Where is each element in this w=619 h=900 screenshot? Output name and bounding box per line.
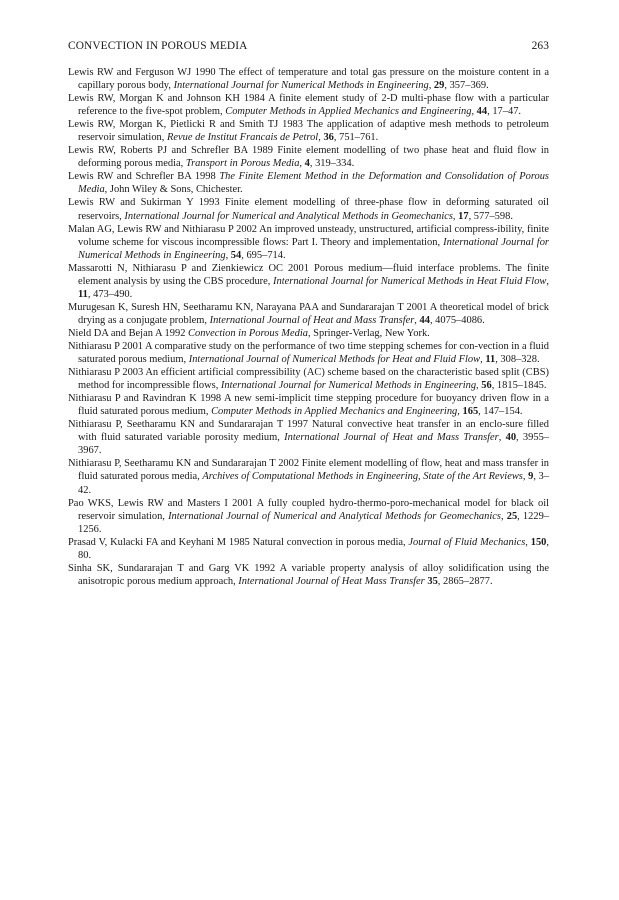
- reference-separator: ,: [546, 275, 549, 287]
- reference-entry: [68, 392, 549, 418]
- reference-pages: , 319–334.: [309, 158, 355, 170]
- reference-authors-title: Murugesan K, Suresh HN, Seetharamu KN, Narayana PAA and Sundararajan T 2001 A theoretical model of brick drying as a conjugate problem,: [68, 301, 549, 326]
- reference-separator: ,: [452, 210, 459, 222]
- reference-separator: ,: [500, 510, 507, 522]
- reference-authors-title: Nithiarasu P, Seetharamu KN and Sundararajan T 1997 Natural convective heat transfer in an enclo-sure filled with fluid saturated variable porosity medium,: [68, 419, 549, 444]
- reference-journal: Journal of Fluid Mechanics: [408, 536, 526, 548]
- reference-authors-title: Nithiarasu P 2003 An efficient artificial compressibility (AC) scheme based on the characteristic based split (CBS) method for incompressible flows,: [68, 367, 549, 392]
- reference-volume: 150: [530, 536, 547, 548]
- reference-entry: [68, 144, 549, 170]
- reference-separator: ,: [476, 380, 482, 392]
- reference-separator: ,: [318, 132, 324, 144]
- reference-pages: , 3–42.: [78, 471, 549, 496]
- reference-authors-title: Malan AG, Lewis RW and Nithiarasu P 2002 An improved unsteady, unstructured, artificial compress-ibility, finite volume scheme for viscous incompressible flows: Part I. Theory and implementation,: [68, 223, 549, 248]
- reference-pages: , 308–328.: [495, 354, 540, 366]
- reference-volume: 40: [505, 432, 517, 444]
- reference-entry: [68, 327, 549, 340]
- reference-pages: , 2865–2877.: [437, 575, 493, 587]
- reference-journal: Computer Methods in Applied Mechanics and Engineering: [211, 406, 458, 418]
- reference-entry: [68, 340, 549, 366]
- reference-journal: International Journal of Numerical Methods for Heat and Fluid Flow: [188, 354, 481, 366]
- reference-journal: International Journal of Heat Mass Transfer: [238, 575, 425, 587]
- reference-authors-title: Lewis RW, Roberts PJ and Schrefler BA 1989 Finite element modelling of two phase heat and fluid flow in deforming porous media,: [68, 145, 549, 170]
- reference-entry: [68, 118, 549, 144]
- reference-pages: , 577–598.: [468, 210, 513, 222]
- reference-pages: , 695–714.: [241, 249, 286, 261]
- reference-entry: [68, 418, 549, 457]
- reference-separator: ,: [498, 432, 506, 444]
- reference-authors-title: Massarotti N, Nithiarasu P and Zienkiewicz OC 2001 Porous medium—fluid interface problems. The finite element analysis by using the CBS procedure,: [68, 262, 549, 287]
- reference-authors-title: Lewis RW and Schrefler BA 1998: [68, 171, 220, 183]
- reference-volume: 44: [419, 314, 430, 326]
- page-number: 263: [531, 40, 549, 52]
- reference-authors-title: Lewis RW, Morgan K and Johnson KH 1984 A finite element study of 2-D multi-phase flow with a particular reference to the five-spot problem,: [68, 93, 549, 118]
- reference-pages: , 3955–3967.: [78, 432, 550, 457]
- reference-authors-title: Lewis RW and Ferguson WJ 1990 The effect of temperature and total gas pressure on the moisture content in a capillary porous body,: [68, 67, 549, 92]
- reference-authors-title: Nield DA and Bejan A 1992: [68, 327, 189, 339]
- reference-volume: 9: [528, 471, 534, 483]
- reference-entry: [68, 170, 549, 196]
- reference-volume: 4: [304, 158, 310, 170]
- reference-pages: , John Wiley & Sons, Chichester.: [104, 184, 243, 196]
- reference-pages: , 1229–1256.: [78, 510, 550, 535]
- reference-journal: International Journal of Heat and Mass Transfer: [209, 314, 415, 326]
- reference-journal: International Journal for Numerical Methods in Engineering: [173, 80, 429, 92]
- reference-list: [68, 66, 549, 588]
- reference-volume: 35: [427, 575, 438, 587]
- reference-separator: ,: [471, 106, 477, 118]
- reference-volume: 11: [485, 354, 496, 366]
- reference-journal: International Journal for Numerical Methods in Engineering: [78, 236, 549, 261]
- reference-volume: 25: [506, 510, 518, 522]
- reference-entry: [68, 457, 549, 496]
- reference-volume: 11: [78, 288, 88, 300]
- reference-separator: ,: [457, 406, 463, 418]
- reference-separator: ,: [414, 314, 420, 326]
- reference-authors-title: Lewis RW, Morgan K, Pietlicki R and Smith TJ 1983 The application of adaptive mesh methods to petroleum reservoir simulation,: [68, 119, 549, 144]
- running-title: CONVECTION IN POROUS MEDIA: [68, 40, 248, 52]
- reference-journal: Transport in Porous Media: [185, 158, 300, 170]
- reference-separator: ,: [480, 354, 486, 366]
- running-header: [68, 40, 549, 56]
- reference-pages: , 80.: [78, 536, 549, 561]
- reference-authors-title: Nithiarasu P, Seetharamu KN and Sundararajan T 2002 Finite element modelling of flow, heat and mass transfer in fluid saturated porous media,: [68, 458, 549, 483]
- reference-entry: [68, 223, 549, 262]
- reference-entry: [68, 262, 549, 301]
- reference-volume: 36: [323, 132, 334, 144]
- reference-separator: ,: [225, 249, 231, 261]
- reference-pages: , 17–47.: [487, 106, 522, 118]
- reference-volume: 17: [458, 210, 469, 222]
- reference-pages: , 473–490.: [87, 288, 133, 300]
- reference-journal: Revue de Institut Francais de Petrol: [167, 132, 319, 144]
- reference-entry: [68, 301, 549, 327]
- reference-authors-title: Nithiarasu P and Ravindran K 1998 A new semi-implicit time stepping procedure for buoyancy driven flow in a fluid saturated porous medium,: [68, 393, 549, 418]
- reference-separator: ,: [522, 471, 529, 483]
- reference-journal: International Journal for Numerical Methods in Engineering: [220, 380, 477, 392]
- reference-entry: [68, 497, 549, 536]
- reference-authors-title: Lewis RW and Sukirman Y 1993 Finite element modelling of three-phase flow in deforming saturated oil reservoirs,: [68, 197, 549, 222]
- reference-entry: [68, 562, 549, 588]
- reference-volume: 44: [476, 106, 488, 118]
- reference-pages: , 147–154.: [478, 406, 523, 418]
- reference-journal: International Journal of Numerical and Analytical Methods for Geomechanics: [168, 510, 501, 522]
- reference-volume: 54: [230, 249, 242, 261]
- reference-entry: [68, 66, 549, 92]
- reference-pages: , 4075–4086.: [429, 314, 485, 326]
- reference-journal: International Journal for Numerical Methods in Heat Fluid Flow: [273, 275, 547, 287]
- reference-authors-title: Sinha SK, Sundararajan T and Garg VK 1992 A variable property analysis of alloy solidification using the anisotropic porous medium approach,: [68, 562, 549, 587]
- reference-journal: The Finite Element Method in the Deformation and Consolidation of Porous Media: [78, 171, 549, 196]
- reference-entry: [68, 92, 549, 118]
- reference-journal: Archives of Computational Methods in Engineering, State of the Art Reviews: [202, 471, 523, 483]
- reference-separator: ,: [428, 80, 434, 92]
- reference-separator: ,: [525, 536, 531, 548]
- reference-authors-title: Prasad V, Kulacki FA and Keyhani M 1985 Natural convection in porous media,: [68, 536, 409, 548]
- reference-volume: 56: [481, 380, 492, 392]
- reference-journal: International Journal of Heat and Mass Transfer: [284, 432, 499, 444]
- reference-pages: , 357–369.: [444, 80, 489, 92]
- reference-pages: , 1815–1845.: [491, 380, 547, 392]
- reference-entry: [68, 536, 549, 562]
- reference-volume: 29: [433, 80, 445, 92]
- reference-journal: Convection in Porous Media: [188, 327, 308, 339]
- reference-separator: ,: [299, 158, 305, 170]
- reference-entry: [68, 366, 549, 392]
- reference-authors-title: Pao WKS, Lewis RW and Masters I 2001 A fully coupled hydro-thermo-poro-mechanical model for black oil reservoir simulation,: [68, 497, 549, 522]
- reference-authors-title: Nithiarasu P 2001 A comparative study on the performance of two time stepping schemes for con-vection in a fluid saturated porous medium,: [68, 340, 549, 366]
- reference-pages: , 751–761.: [333, 132, 379, 144]
- reference-journal: Computer Methods in Applied Mechanics and Engineering: [225, 106, 472, 118]
- reference-pages: , Springer-Verlag, New York.: [307, 327, 430, 339]
- reference-volume: 165: [462, 406, 479, 418]
- reference-entry: [68, 196, 549, 222]
- reference-journal: International Journal for Numerical and Analytical Methods in Geomechanics: [124, 210, 453, 222]
